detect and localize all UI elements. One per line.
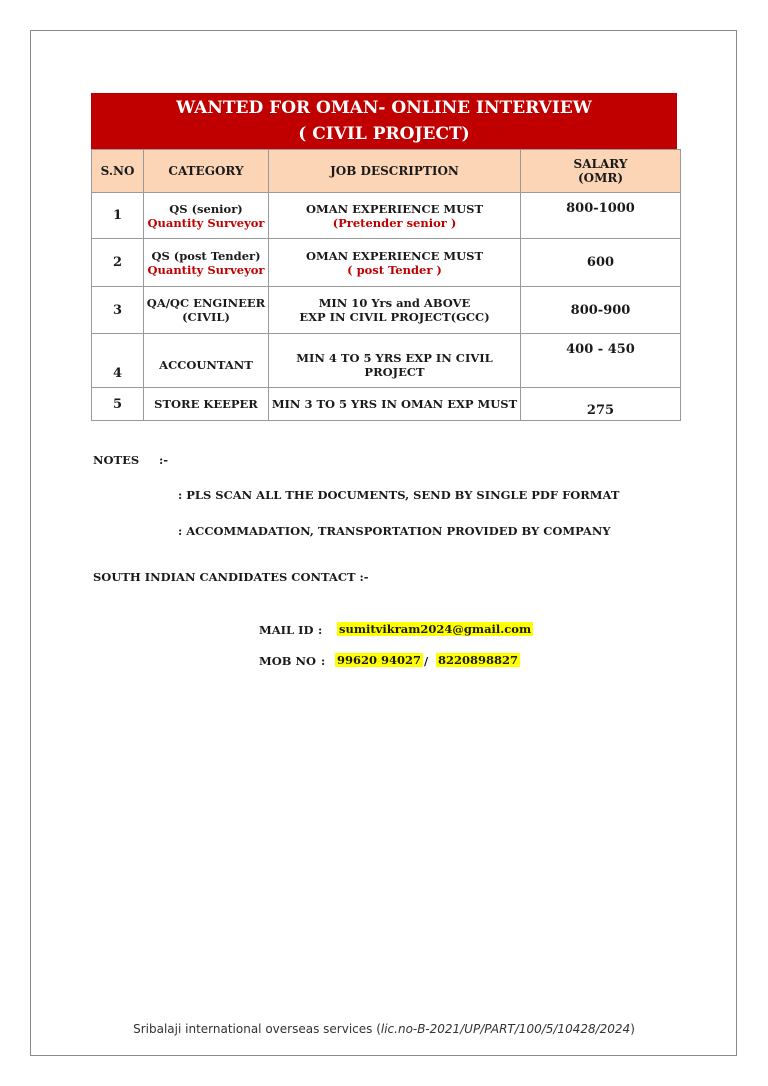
header-sno: S.NO [92,150,144,193]
cell-sno: 4 [92,334,144,388]
banner-subtitle: ( CIVIL PROJECT) [298,124,470,144]
cell-salary: 800-1000 [521,193,681,239]
mail-label: MAIL ID [259,623,314,637]
mob-slash: / [424,654,429,668]
table-row [92,239,681,287]
note-item: : PLS SCAN ALL THE DOCUMENTS, SEND BY SINGLE PDF FORMAT [178,488,620,502]
cell-description: MIN 3 TO 5 YRS IN OMAN EXP MUST [269,388,521,421]
cell-salary: 275 [521,388,681,421]
mail-separator: : [318,623,323,637]
table-row [92,287,681,334]
mob-label: MOB NO [259,654,317,668]
notes-separator: :- [159,453,169,467]
mob-value-1[interactable]: 99620 94027 [337,653,422,667]
cell-sno: 5 [92,388,144,421]
footer: Sribalaji international overseas services (lic.no-B-2021/UP/PART/100/5/10428/2024) [133,1022,635,1036]
jobs-table [91,149,681,421]
table-row [92,388,681,421]
cell-category: QS (senior) Quantity Surveyor [144,193,269,239]
mob-separator: : [321,654,326,668]
cell-salary: 800-900 [521,287,681,334]
cell-category: QA/QC ENGINEER (CIVIL) [144,287,269,334]
cell-category: ACCOUNTANT [144,334,269,388]
license-number: lic.no-B-2021/UP/PART/100/5/10428/2024 [380,1022,631,1036]
header-job-description: JOB DESCRIPTION [269,150,521,193]
cell-category: QS (post Tender) Quantity Surveyor [144,239,269,287]
cell-sno: 2 [92,239,144,287]
cell-sno: 1 [92,193,144,239]
banner-title: WANTED FOR OMAN- ONLINE INTERVIEW [176,98,592,118]
table-row [92,193,681,239]
header-category: CATEGORY [144,150,269,193]
table-header-row [92,150,681,193]
header-salary: SALARY (OMR) [521,150,681,193]
cell-description: OMAN EXPERIENCE MUST (Pretender senior ) [269,193,521,239]
table-row [92,334,681,388]
mail-value[interactable]: sumitvikram2024@gmail.com [339,622,532,636]
cell-category: STORE KEEPER [144,388,269,421]
cell-description: OMAN EXPERIENCE MUST ( post Tender ) [269,239,521,287]
note-item: : ACCOMMADATION, TRANSPORTATION PROVIDED BY COMPANY [178,524,611,538]
cell-salary: 400 - 450 [521,334,681,388]
cell-sno: 3 [92,287,144,334]
cell-description: MIN 4 TO 5 YRS EXP IN CIVIL PROJECT [269,334,521,388]
title-banner [91,93,677,149]
cell-salary: 600 [521,239,681,287]
contact-heading: SOUTH INDIAN CANDIDATES CONTACT :- [93,570,369,584]
mob-value-2[interactable]: 8220898827 [438,653,519,667]
cell-description: MIN 10 Yrs and ABOVE EXP IN CIVIL PROJECT(GCC) [269,287,521,334]
notes-label: NOTES [93,453,140,467]
